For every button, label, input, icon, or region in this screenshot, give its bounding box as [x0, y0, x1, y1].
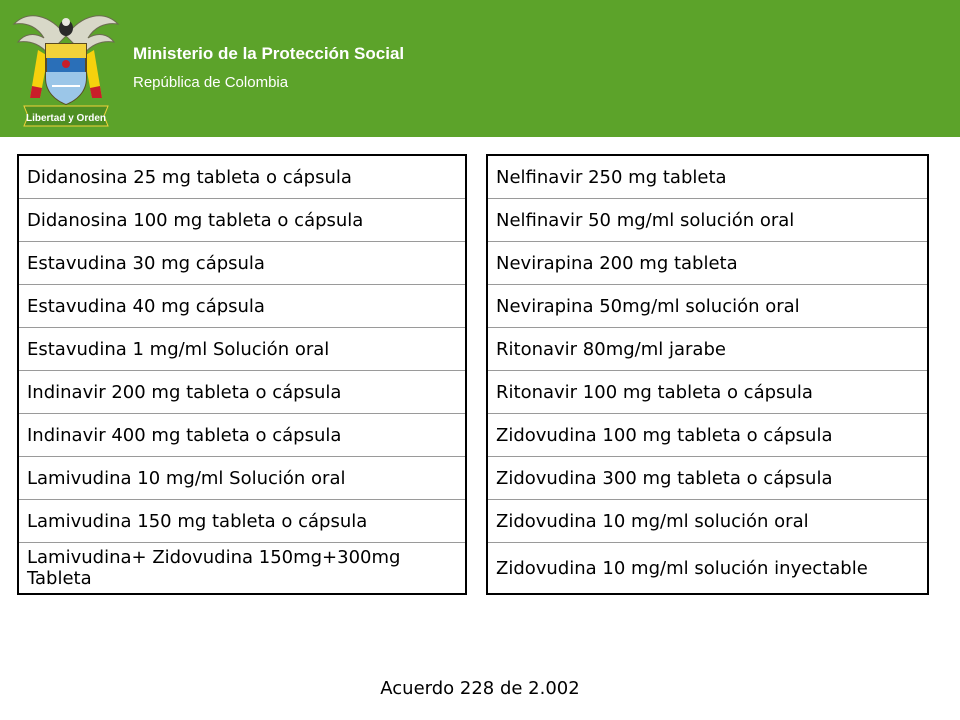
table-row [18, 285, 466, 328]
medication-cell: Didanosina 100 mg tableta o cápsula [18, 199, 466, 242]
medication-table-right [486, 154, 929, 595]
table-row [18, 155, 466, 199]
table-row [487, 328, 928, 371]
medication-cell: Nevirapina 50mg/ml solución oral [487, 285, 928, 328]
medication-cell: Nelfinavir 250 mg tableta [487, 155, 928, 199]
medication-cell: Nevirapina 200 mg tableta [487, 242, 928, 285]
table-row [487, 242, 928, 285]
medication-cell: Zidovudina 10 mg/ml solución inyectable [487, 543, 928, 595]
table-row [18, 199, 466, 242]
medication-cell: Zidovudina 100 mg tableta o cápsula [487, 414, 928, 457]
table-row [18, 500, 466, 543]
table-row [18, 457, 466, 500]
table-row [18, 328, 466, 371]
medication-table-left [17, 154, 467, 595]
table-row [18, 242, 466, 285]
medication-cell: Indinavir 200 mg tableta o cápsula [18, 371, 466, 414]
table-row [18, 371, 466, 414]
medication-cell: Didanosina 25 mg tableta o cápsula [18, 155, 466, 199]
table-row [487, 414, 928, 457]
table-row [487, 371, 928, 414]
colombia-coat-of-arms-icon [10, 6, 122, 130]
medication-cell: Estavudina 30 mg cápsula [18, 242, 466, 285]
medication-cell: Ritonavir 80mg/ml jarabe [487, 328, 928, 371]
table-row [487, 199, 928, 242]
medication-list-right [487, 155, 928, 594]
medication-cell: Lamivudina+ Zidovudina 150mg+300mg Tableta [18, 543, 466, 595]
table-row [18, 543, 466, 595]
medication-cell: Zidovudina 10 mg/ml solución oral [487, 500, 928, 543]
medication-cell: Lamivudina 150 mg tableta o cápsula [18, 500, 466, 543]
header-banner [0, 0, 960, 137]
ministry-name: Ministerio de la Protección Social [133, 44, 405, 63]
medication-cell: Estavudina 40 mg cápsula [18, 285, 466, 328]
medication-cell: Indinavir 400 mg tableta o cápsula [18, 414, 466, 457]
table-row [487, 457, 928, 500]
medication-cell: Estavudina 1 mg/ml Solución oral [18, 328, 466, 371]
medication-cell: Ritonavir 100 mg tableta o cápsula [487, 371, 928, 414]
footer-note: Acuerdo 228 de 2.002 [380, 678, 580, 699]
republic-name: República de Colombia [133, 74, 289, 91]
table-row [487, 543, 928, 595]
medication-cell: Lamivudina 10 mg/ml Solución oral [18, 457, 466, 500]
table-row [18, 414, 466, 457]
table-row [487, 500, 928, 543]
motto-text: Libertad y Orden [25, 113, 107, 124]
table-row [487, 285, 928, 328]
medication-list-left [18, 155, 466, 594]
medication-cell: Zidovudina 300 mg tableta o cápsula [487, 457, 928, 500]
medication-cell: Nelfinavir 50 mg/ml solución oral [487, 199, 928, 242]
table-row [487, 155, 928, 199]
